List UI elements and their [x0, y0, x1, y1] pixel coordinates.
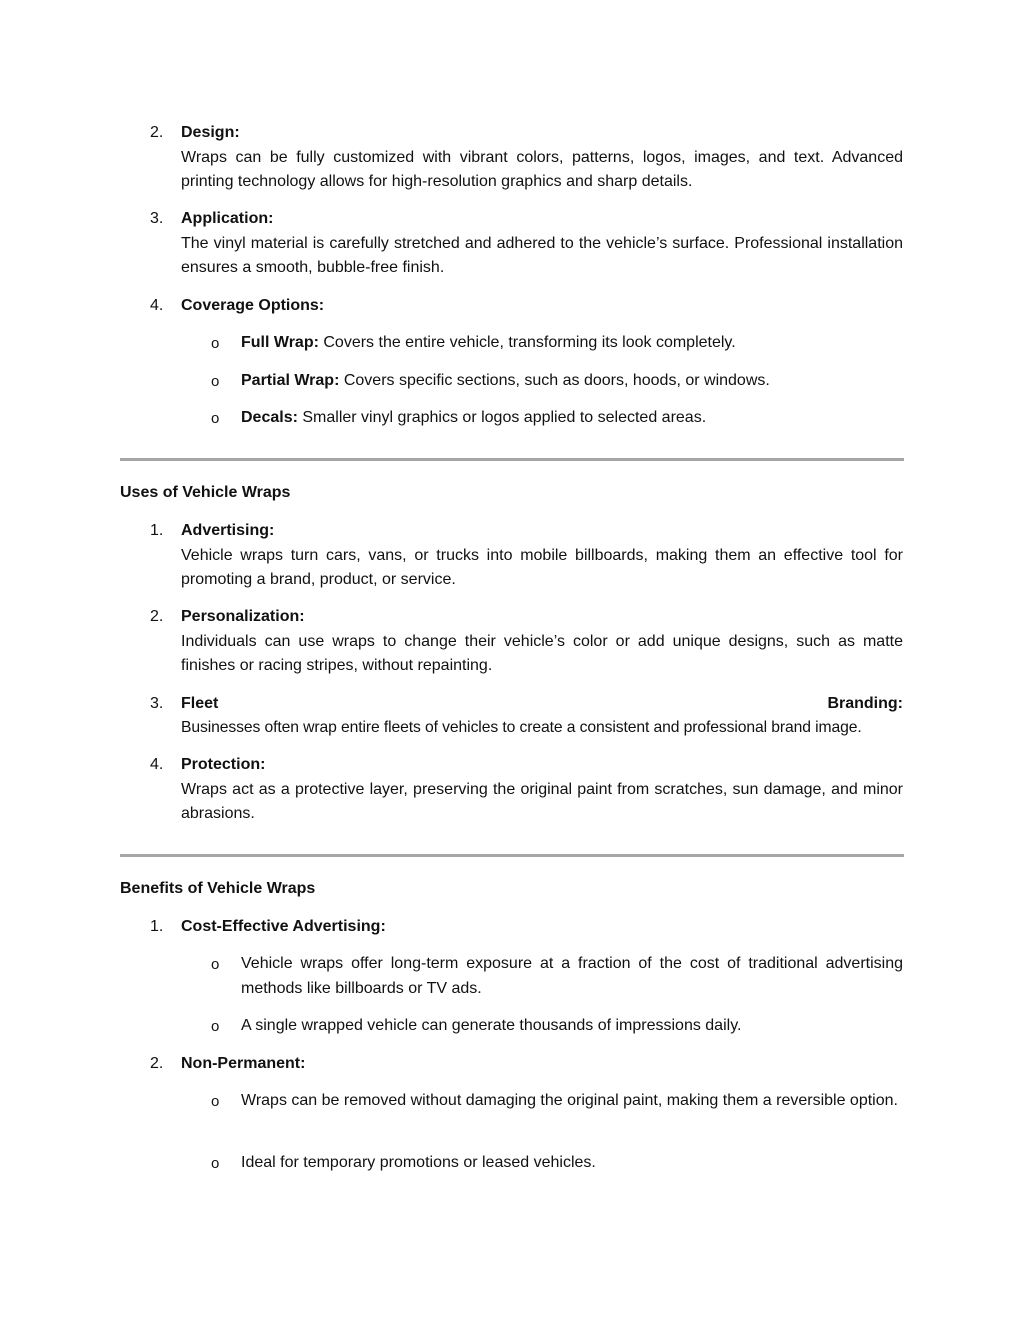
item-body: Businesses often wrap entire fleets of vehicles to create a consistent and professional brand image.	[181, 719, 862, 736]
list-number: 2.	[150, 608, 164, 625]
item-title: Personalization:	[181, 608, 305, 625]
item-title: Non-Permanent:	[181, 1055, 306, 1072]
bullet-label: Partial Wrap:	[241, 372, 340, 389]
list-number: 4.	[150, 756, 164, 773]
list-item-advertising	[181, 519, 903, 593]
bullet-marker: o	[211, 956, 220, 973]
bullet-removable: Wraps can be removed without damaging the original paint, making them a reversible option.	[241, 1092, 898, 1109]
list-number: 3.	[150, 695, 164, 712]
list-number: 3.	[150, 210, 164, 227]
bullet-marker: o	[211, 1093, 220, 1110]
item-title: Design:	[181, 124, 240, 141]
list-number: 1.	[150, 918, 164, 935]
bullet-temporary-promotions: Ideal for temporary promotions or leased vehicles.	[241, 1154, 596, 1171]
item-title: Advertising:	[181, 522, 275, 539]
item-title: Protection:	[181, 756, 266, 773]
item-body: The vinyl material is carefully stretched and adhered to the vehicle’s surface. Professional installation ensures a smooth, bubble-free finish.	[181, 234, 903, 276]
bullet-full-wrap	[241, 331, 903, 356]
horizontal-divider	[120, 458, 904, 461]
bullet-marker: o	[211, 410, 220, 427]
bullet-body: Smaller vinyl graphics or logos applied to selected areas.	[297, 409, 707, 426]
item-body: Wraps can be fully customized with vibrant colors, patterns, logos, images, and text. Advanced printing technology allows for high-resolution graphics and sharp details.	[181, 148, 903, 190]
item-title: Coverage Options:	[181, 297, 325, 314]
section-heading-uses: Uses of Vehicle Wraps	[120, 484, 291, 501]
list-item-design	[181, 121, 903, 195]
item-title: Cost-Effective Advertising:	[181, 918, 386, 935]
item-title-right: Branding:	[827, 695, 903, 712]
bullet-long-term-exposure: Vehicle wraps offer long-term exposure at a fraction of the cost of traditional advertising methods like billboards or TV ads.	[241, 955, 903, 997]
horizontal-divider	[120, 854, 904, 857]
bullet-impressions: A single wrapped vehicle can generate thousands of impressions daily.	[241, 1017, 742, 1034]
item-title-fleet-branding	[181, 692, 903, 716]
list-number: 2.	[150, 1055, 164, 1072]
list-item-protection	[181, 753, 903, 827]
item-title: Application:	[181, 210, 274, 227]
bullet-label: Decals:	[241, 409, 298, 426]
list-item-personalization	[181, 605, 903, 679]
bullet-marker: o	[211, 1018, 220, 1035]
list-number: 4.	[150, 297, 164, 314]
item-title-left: Fleet	[181, 695, 219, 712]
item-body: Vehicle wraps turn cars, vans, or trucks into mobile billboards, making them an effective tool for promoting a brand, product, or service.	[181, 546, 903, 588]
bullet-body: Covers the entire vehicle, transforming its look completely.	[318, 334, 736, 351]
bullet-partial-wrap	[241, 369, 903, 394]
bullet-decals	[241, 406, 903, 431]
bullet-label: Full Wrap:	[241, 334, 319, 351]
bullet-marker: o	[211, 373, 220, 390]
list-item-application	[181, 207, 903, 281]
bullet-body: Covers specific sections, such as doors, hoods, or windows.	[339, 372, 770, 389]
item-body: Wraps act as a protective layer, preserving the original paint from scratches, sun damage, and minor abrasions.	[181, 780, 903, 822]
list-item-fleet-branding	[181, 716, 903, 741]
list-item-cost-effective	[181, 915, 903, 940]
list-number: 2.	[150, 124, 164, 141]
list-item-coverage	[181, 294, 903, 319]
item-body: Individuals can use wraps to change their vehicle’s color or add unique designs, such as matte finishes or racing stripes, without repainting.	[181, 632, 903, 674]
list-item-non-permanent	[181, 1052, 903, 1077]
bullet-marker: o	[211, 1155, 220, 1172]
list-number: 1.	[150, 522, 164, 539]
bullet-marker: o	[211, 335, 220, 352]
section-heading-benefits: Benefits of Vehicle Wraps	[120, 880, 316, 897]
